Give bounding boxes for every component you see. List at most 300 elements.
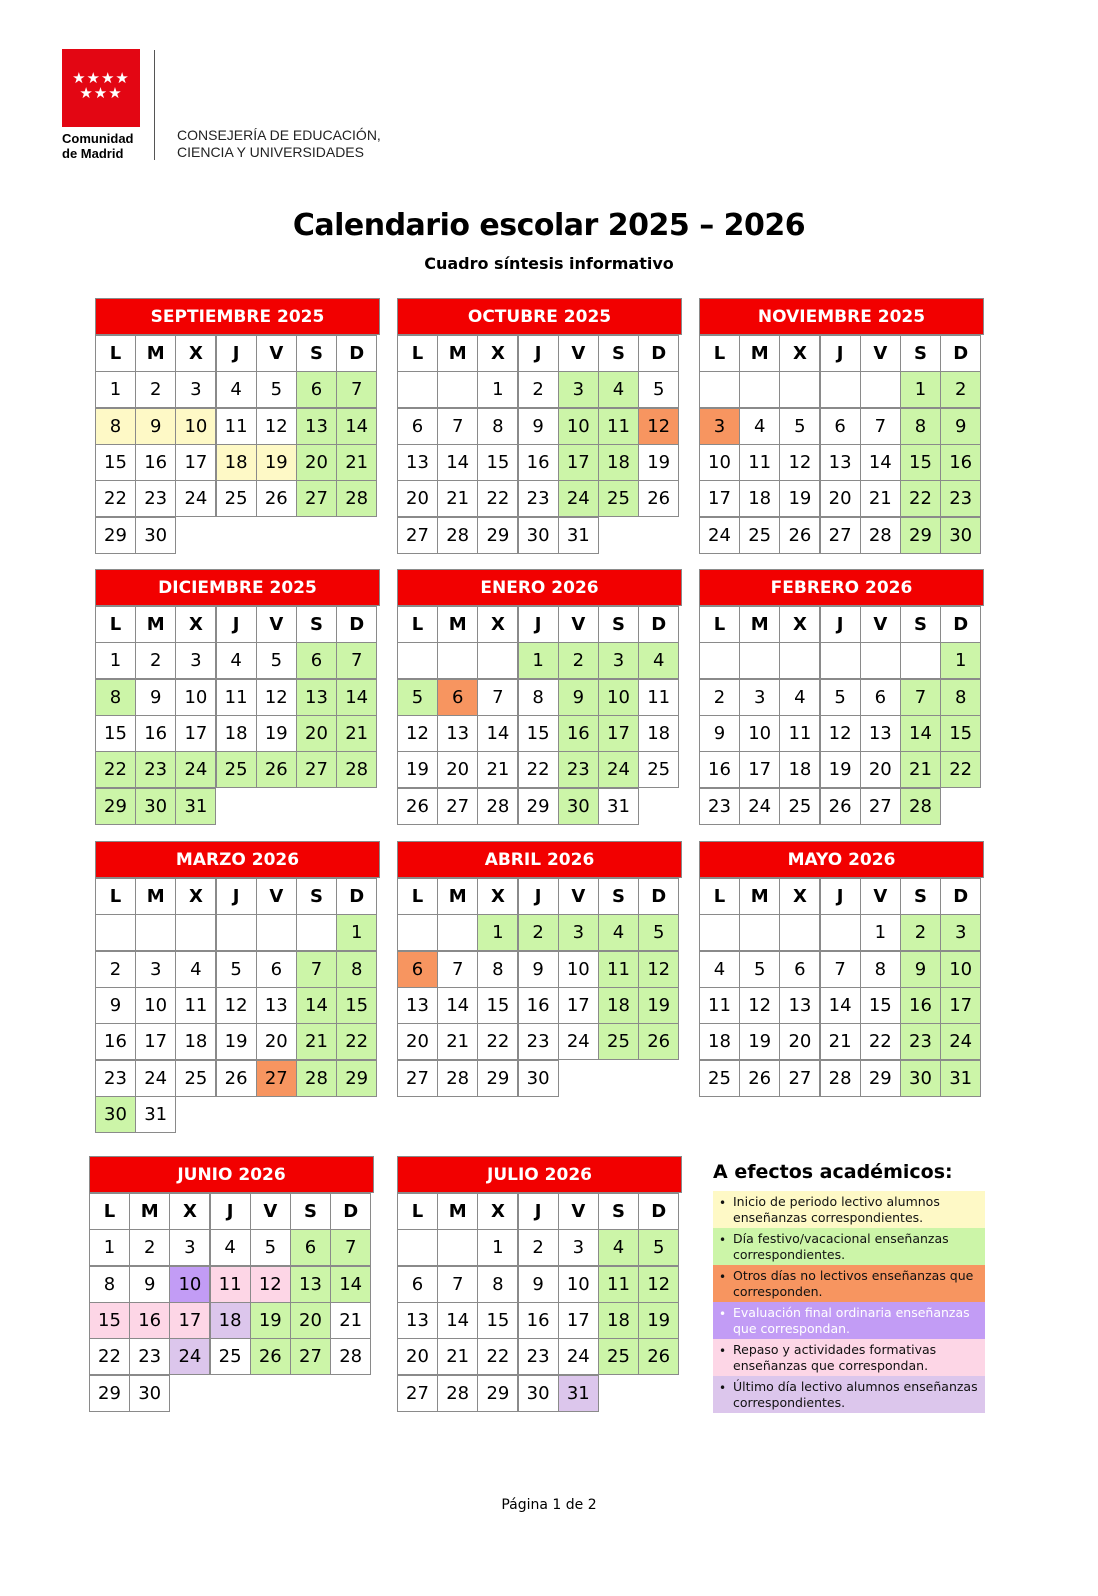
day-cell: 16 [135,444,176,481]
day-cell: 1 [477,1229,518,1266]
day-cell: 19 [638,444,679,481]
day-cell: 25 [699,1060,740,1097]
logo-text: Comunidad de Madrid [62,131,134,161]
day-cell: 25 [598,1023,639,1060]
day-cell: 4 [216,371,257,408]
day-cell: 25 [210,1338,251,1375]
weekday-header: L [397,878,438,915]
day-cell: 6 [779,951,820,988]
day-cell: 11 [779,715,820,752]
weekday-header: L [89,1193,130,1230]
weekday-header: D [330,1193,371,1230]
day-cell: 29 [900,517,941,554]
day-cell: 9 [558,679,599,716]
day-cell: 17 [940,987,981,1024]
legend-item-label: Inicio de periodo lectivo alumnos enseñanzas correspondientes. [733,1194,940,1225]
empty-cell [437,642,478,679]
day-cell: 14 [330,1266,371,1303]
day-cell: 9 [129,1266,170,1303]
day-cell: 5 [638,371,679,408]
day-cell: 1 [95,642,136,679]
day-cell: 23 [95,1060,136,1097]
day-cell: 16 [900,987,941,1024]
bullet-icon: • [719,1233,727,1247]
day-cell: 17 [558,444,599,481]
day-cell: 20 [437,751,478,788]
day-cell: 22 [95,480,136,517]
day-cell: 21 [437,1338,478,1375]
day-cell: 14 [437,444,478,481]
day-cell: 20 [296,715,337,752]
day-cell: 8 [940,679,981,716]
empty-cell [175,914,216,951]
weekday-header: M [739,606,780,643]
day-cell: 17 [175,715,216,752]
legend-item [713,1191,985,1228]
day-cell: 31 [558,517,599,554]
day-cell: 19 [397,751,438,788]
day-cell: 12 [397,715,438,752]
day-cell: 29 [477,1060,518,1097]
month-title: ABRIL 2026 [397,841,682,878]
day-cell: 5 [820,679,861,716]
bullet-icon: • [719,1196,727,1210]
day-cell: 18 [638,715,679,752]
day-cell: 31 [598,788,639,825]
day-cell: 18 [598,987,639,1024]
empty-cell [779,642,820,679]
day-cell: 26 [216,1060,257,1097]
empty-cell [699,371,740,408]
day-cell: 10 [940,951,981,988]
day-cell: 5 [638,914,679,951]
weekday-header: V [558,606,599,643]
day-cell: 20 [820,480,861,517]
day-cell: 3 [169,1229,210,1266]
legend-item-label: Día festivo/vacacional enseñanzas correspondientes. [733,1231,949,1262]
weekday-header: M [437,606,478,643]
weekday-header: J [820,606,861,643]
day-cell: 29 [518,788,559,825]
day-cell: 7 [437,408,478,445]
day-cell: 23 [558,751,599,788]
day-cell: 16 [558,715,599,752]
day-cell: 29 [336,1060,377,1097]
weekday-header: D [336,606,377,643]
weekday-header: S [598,878,639,915]
day-cell: 13 [290,1266,331,1303]
day-cell: 1 [860,914,901,951]
day-cell: 24 [739,788,780,825]
day-cell: 22 [477,1023,518,1060]
day-cell: 30 [940,517,981,554]
month-days [397,1193,682,1411]
day-cell: 30 [135,788,176,825]
month-calendar [95,298,380,553]
day-cell: 16 [135,715,176,752]
weekday-header: D [940,878,981,915]
weekday-header: M [129,1193,170,1230]
day-cell: 27 [296,751,337,788]
logo-stars-icon: ★★★★ ★★★ [72,69,130,102]
month-calendar [397,1156,682,1411]
weekday-header: V [256,335,297,372]
day-cell: 1 [477,914,518,951]
day-cell: 25 [598,1338,639,1375]
day-cell: 2 [940,371,981,408]
day-cell: 19 [216,1023,257,1060]
weekday-header: L [699,606,740,643]
day-cell: 1 [518,642,559,679]
weekday-header: J [820,878,861,915]
day-cell: 5 [250,1229,291,1266]
weekday-header: D [940,335,981,372]
empty-cell [779,914,820,951]
empty-cell [216,914,257,951]
day-cell: 18 [175,1023,216,1060]
day-cell: 7 [437,1266,478,1303]
weekday-header: L [95,335,136,372]
day-cell: 10 [558,408,599,445]
day-cell: 10 [558,1266,599,1303]
day-cell: 3 [175,642,216,679]
day-cell: 27 [779,1060,820,1097]
day-cell: 2 [129,1229,170,1266]
day-cell: 12 [216,987,257,1024]
day-cell: 8 [95,679,136,716]
day-cell: 7 [860,408,901,445]
day-cell: 7 [330,1229,371,1266]
day-cell: 7 [336,642,377,679]
day-cell: 13 [860,715,901,752]
day-cell: 16 [129,1302,170,1339]
day-cell: 20 [397,1023,438,1060]
day-cell: 9 [699,715,740,752]
day-cell: 28 [437,517,478,554]
day-cell: 27 [820,517,861,554]
day-cell: 14 [437,1302,478,1339]
month-calendar [95,841,380,1132]
day-cell: 8 [518,679,559,716]
weekday-header: M [739,335,780,372]
day-cell: 22 [477,480,518,517]
day-cell: 7 [477,679,518,716]
month-title: OCTUBRE 2025 [397,298,682,335]
month-days [89,1193,374,1411]
day-cell: 13 [779,987,820,1024]
day-cell: 10 [739,715,780,752]
day-cell: 27 [860,788,901,825]
bullet-icon: • [719,1307,727,1321]
month-calendar [397,841,682,1096]
day-cell: 2 [135,642,176,679]
day-cell: 7 [296,951,337,988]
legend-title: A efectos académicos: [713,1161,953,1183]
day-cell: 3 [739,679,780,716]
day-cell: 1 [900,371,941,408]
month-calendar [699,569,984,824]
day-cell: 12 [638,1266,679,1303]
day-cell: 14 [900,715,941,752]
weekday-header: V [558,1193,599,1230]
day-cell: 12 [638,408,679,445]
weekday-header: V [256,878,297,915]
day-cell: 25 [175,1060,216,1097]
weekday-header: D [638,606,679,643]
weekday-header: S [900,606,941,643]
day-cell: 4 [598,914,639,951]
day-cell: 30 [900,1060,941,1097]
day-cell: 17 [558,1302,599,1339]
day-cell: 8 [477,1266,518,1303]
day-cell: 23 [135,480,176,517]
day-cell: 28 [330,1338,371,1375]
month-days [397,606,682,824]
day-cell: 21 [296,1023,337,1060]
day-cell: 27 [290,1338,331,1375]
day-cell: 28 [336,751,377,788]
empty-cell [820,642,861,679]
day-cell: 28 [296,1060,337,1097]
day-cell: 26 [638,1338,679,1375]
day-cell: 5 [779,408,820,445]
day-cell: 15 [95,715,136,752]
day-cell: 30 [518,1375,559,1412]
day-cell: 2 [518,371,559,408]
day-cell: 6 [860,679,901,716]
day-cell: 11 [598,1266,639,1303]
day-cell: 18 [216,444,257,481]
day-cell: 9 [900,951,941,988]
day-cell: 6 [296,642,337,679]
day-cell: 14 [820,987,861,1024]
day-cell: 5 [256,642,297,679]
day-cell: 9 [95,987,136,1024]
day-cell: 28 [900,788,941,825]
day-cell: 15 [940,715,981,752]
month-calendar [95,569,380,824]
empty-cell [397,914,438,951]
day-cell: 28 [477,788,518,825]
day-cell: 17 [175,444,216,481]
weekday-header: L [397,606,438,643]
weekday-header: X [477,606,518,643]
day-cell: 12 [638,951,679,988]
day-cell: 8 [860,951,901,988]
empty-cell [397,642,438,679]
day-cell: 21 [330,1302,371,1339]
day-cell: 11 [216,679,257,716]
day-cell: 3 [558,914,599,951]
day-cell: 26 [397,788,438,825]
legend-item [713,1228,985,1265]
empty-cell [95,914,136,951]
weekday-header: S [296,606,337,643]
day-cell: 6 [256,951,297,988]
empty-cell [256,914,297,951]
weekday-header: L [699,878,740,915]
empty-cell [860,642,901,679]
day-cell: 5 [638,1229,679,1266]
day-cell: 5 [216,951,257,988]
weekday-header: J [210,1193,251,1230]
day-cell: 27 [397,517,438,554]
day-cell: 28 [336,480,377,517]
day-cell: 8 [95,408,136,445]
weekday-header: M [437,335,478,372]
day-cell: 15 [477,444,518,481]
day-cell: 11 [638,679,679,716]
empty-cell [397,371,438,408]
weekday-header: J [216,878,257,915]
weekday-header: J [518,1193,559,1230]
day-cell: 27 [397,1375,438,1412]
weekday-header: J [216,335,257,372]
empty-cell [437,1229,478,1266]
empty-cell [739,914,780,951]
day-cell: 21 [336,715,377,752]
empty-cell [820,371,861,408]
month-title: JUNIO 2026 [89,1156,374,1193]
day-cell: 7 [900,679,941,716]
day-cell: 6 [290,1229,331,1266]
bullet-icon: • [719,1270,727,1284]
day-cell: 25 [216,751,257,788]
day-cell: 19 [820,751,861,788]
day-cell: 27 [437,788,478,825]
weekday-header: J [518,606,559,643]
day-cell: 9 [518,1266,559,1303]
weekday-header: J [518,335,559,372]
day-cell: 14 [296,987,337,1024]
weekday-header: S [296,335,337,372]
day-cell: 30 [518,1060,559,1097]
month-calendar [397,298,682,553]
day-cell: 28 [820,1060,861,1097]
day-cell: 3 [558,1229,599,1266]
weekday-header: S [598,1193,639,1230]
legend-item-label: Evaluación final ordinaria enseñanzas que correspondan. [733,1305,970,1336]
day-cell: 18 [598,444,639,481]
day-cell: 26 [638,1023,679,1060]
empty-cell [900,642,941,679]
day-cell: 4 [210,1229,251,1266]
day-cell: 29 [95,788,136,825]
month-days [699,335,984,553]
day-cell: 17 [598,715,639,752]
day-cell: 17 [558,987,599,1024]
day-cell: 13 [296,679,337,716]
day-cell: 13 [820,444,861,481]
day-cell: 29 [89,1375,130,1412]
day-cell: 22 [860,1023,901,1060]
day-cell: 21 [336,444,377,481]
weekday-header: X [477,878,518,915]
day-cell: 22 [95,751,136,788]
day-cell: 28 [437,1375,478,1412]
day-cell: 31 [135,1096,176,1133]
weekday-header: X [175,878,216,915]
weekday-header: M [437,878,478,915]
day-cell: 8 [477,408,518,445]
day-cell: 3 [135,951,176,988]
day-cell: 10 [598,679,639,716]
bullet-icon: • [719,1381,727,1395]
legend-item-label: Repaso y actividades formativas enseñanzas que correspondan. [733,1342,937,1373]
day-cell: 30 [558,788,599,825]
day-cell: 23 [135,751,176,788]
day-cell: 9 [135,679,176,716]
day-cell: 10 [175,679,216,716]
day-cell: 23 [940,480,981,517]
day-cell: 9 [135,408,176,445]
day-cell: 8 [336,951,377,988]
empty-cell [739,371,780,408]
weekday-header: L [95,878,136,915]
month-title: FEBRERO 2026 [699,569,984,606]
day-cell: 19 [638,1302,679,1339]
day-cell: 26 [250,1338,291,1375]
day-cell: 7 [820,951,861,988]
weekday-header: D [638,1193,679,1230]
weekday-header: S [900,335,941,372]
day-cell: 12 [820,715,861,752]
day-cell: 29 [95,517,136,554]
weekday-header: M [739,878,780,915]
day-cell: 30 [95,1096,136,1133]
empty-cell [739,642,780,679]
day-cell: 10 [558,951,599,988]
day-cell: 16 [518,444,559,481]
month-title: NOVIEMBRE 2025 [699,298,984,335]
day-cell: 24 [699,517,740,554]
logo-divider [154,50,155,160]
day-cell: 10 [699,444,740,481]
day-cell: 3 [940,914,981,951]
day-cell: 25 [779,788,820,825]
day-cell: 21 [900,751,941,788]
weekday-header: D [638,878,679,915]
day-cell: 15 [900,444,941,481]
day-cell: 24 [558,1338,599,1375]
month-days [95,335,380,553]
day-cell: 23 [129,1338,170,1375]
day-cell: 24 [175,480,216,517]
empty-cell [437,914,478,951]
day-cell: 20 [397,480,438,517]
empty-cell [699,642,740,679]
day-cell: 4 [216,642,257,679]
day-cell: 13 [256,987,297,1024]
day-cell: 24 [940,1023,981,1060]
day-cell: 1 [89,1229,130,1266]
day-cell: 15 [518,715,559,752]
weekday-header: V [250,1193,291,1230]
day-cell: 26 [256,751,297,788]
day-cell: 25 [638,751,679,788]
day-cell: 16 [518,987,559,1024]
weekday-header: J [216,606,257,643]
day-cell: 10 [135,987,176,1024]
day-cell: 13 [397,987,438,1024]
day-cell: 15 [89,1302,130,1339]
weekday-header: D [336,878,377,915]
day-cell: 17 [135,1023,176,1060]
month-title: JULIO 2026 [397,1156,682,1193]
logo-mark [62,49,140,127]
legend-item-label: Último día lectivo alumnos enseñanzas correspondientes. [733,1379,978,1410]
weekday-header: S [296,878,337,915]
